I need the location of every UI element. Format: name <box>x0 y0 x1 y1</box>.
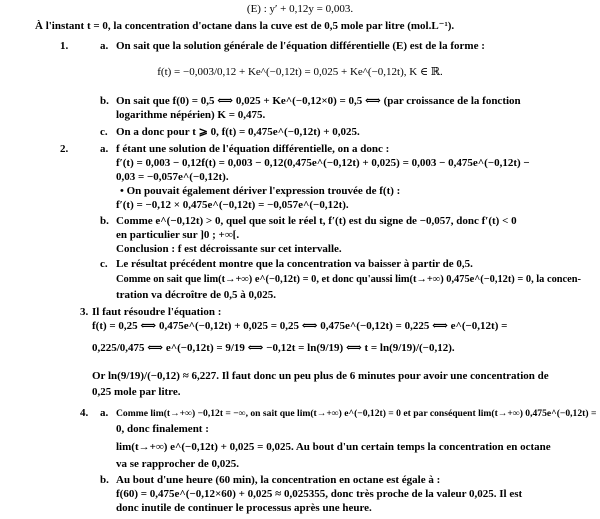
q4a-line1: Comme lim(t→+∞) −0,12t = −∞, on sait que lim(t→+∞) e^(−0,12t) = 0 et par conséquent lim(t→+∞) 0,475e^(−0,12t) = <box>116 408 597 419</box>
intro-text: À l'instant t = 0, la concentration d'octane dans la cuve est de 0,5 mole par litre (mol.L⁻¹). <box>35 20 455 32</box>
q4-number: 4. <box>80 407 89 419</box>
q3-line4: Or ln(9/19)/(−0,12) ≈ 6,227. Il faut donc un peu plus de 6 minutes pour avoir une concentration de <box>92 370 549 382</box>
q1c-label: c. <box>100 126 108 138</box>
q1a-label: a. <box>100 40 109 52</box>
q4a-line2: 0, donc finalement : <box>116 423 209 435</box>
q2a-line2: f′(t) = 0,003 − 0,12f(t) = 0,003 − 0,12(0,475e^(−0,12t) + 0,025) = 0,003 − 0,475e^(−0,12t) − <box>116 157 530 169</box>
q2c-line2: Comme on sait que lim(t→+∞) e^(−0,12t) = 0, et donc qu'aussi lim(t→+∞) 0,475e^(−0,12t) = 0, la concen- <box>116 274 582 285</box>
q4b-label: b. <box>100 474 109 486</box>
q2a-bullet: • On pouvait également dériver l'expression trouvée de f(t) : <box>120 185 401 197</box>
q1b-label: b. <box>100 95 109 107</box>
q2c-line3: tration va décroître de 0,5 à 0,025. <box>116 289 276 301</box>
q1-number: 1. <box>60 40 69 52</box>
q1b-line1: On sait que f(0) = 0,5 ⟺ 0,025 + Ke^(−0,12×0) = 0,5 ⟺ (par croissance de la fonction <box>116 95 521 107</box>
q3-line3: 0,225/0,475 ⟺ e^(−0,12t) = 9/19 ⟺ −0,12t = ln(9/19) ⟺ t = ln(9/19)/(−0,12). <box>92 342 455 354</box>
q1a-formula: f(t) = −0,003/0,12 + Ke^(−0,12t) = 0,025 + Ke^(−0,12t), K ∈ ℝ. <box>157 66 443 78</box>
q4b-line1: Au bout d'une heure (60 min), la concentration en octane est égale à : <box>116 474 441 486</box>
q2b-label: b. <box>100 215 109 227</box>
q3-line5: 0,25 mole par litre. <box>92 386 181 398</box>
q2a-line3: 0,03 = −0,057e^(−0,12t). <box>116 171 229 183</box>
q2a-line1: f étant une solution de l'équation différentielle, on a donc : <box>116 143 390 155</box>
q2a-label: a. <box>100 143 109 155</box>
q4b-line2: f(60) = 0,475e^(−0,12×60) + 0,025 ≈ 0,025355, donc très proche de la valeur 0,025. Il est <box>116 488 523 500</box>
q4a-line4: va se rapprocher de 0,025. <box>116 458 240 470</box>
q2a-line4: f′(t) = −0,12 × 0,475e^(−0,12t) = −0,057e^(−0,12t). <box>116 199 349 211</box>
q3-line1: Il faut résoudre l'équation : <box>92 306 222 318</box>
q3-line2: f(t) = 0,25 ⟺ 0,475e^(−0,12t) + 0,025 = 0,25 ⟺ 0,475e^(−0,12t) = 0,225 ⟺ e^(−0,12t) = <box>92 320 508 332</box>
q4a-line3: lim(t→+∞) e^(−0,12t) + 0,025 = 0,025. Au bout d'un certain temps la concentration en octane <box>116 441 551 453</box>
q2b-line2: en particulier sur ]0 ; +∞[. <box>116 229 240 241</box>
q2c-line1: Le résultat précédent montre que la concentration va baisser à partir de 0,5. <box>116 258 473 270</box>
q2-number: 2. <box>60 143 69 155</box>
q2c-label: c. <box>100 258 108 270</box>
q4b-line3: donc inutile de continuer le processus après une heure. <box>116 502 372 514</box>
q1c-text: On a donc pour t ⩾ 0, f(t) = 0,475e^(−0,12t) + 0,025. <box>116 126 360 138</box>
q2b-line1: Comme e^(−0,12t) > 0, quel que soit le réel t, f′(t) est du signe de −0,057, donc f′(t) < 0 <box>116 215 517 227</box>
q1a-text: On sait que la solution générale de l'équation différentielle (E) est de la forme : <box>116 40 485 52</box>
q4a-label: a. <box>100 407 109 419</box>
q3-number: 3. <box>80 306 89 318</box>
q1b-line2: logarithme népérien) K = 0,475. <box>116 109 266 121</box>
q2b-line3: Conclusion : f est décroissante sur cet intervalle. <box>116 243 342 255</box>
equation-header: (E) : y′ + 0,12y = 0,003. <box>246 3 354 15</box>
